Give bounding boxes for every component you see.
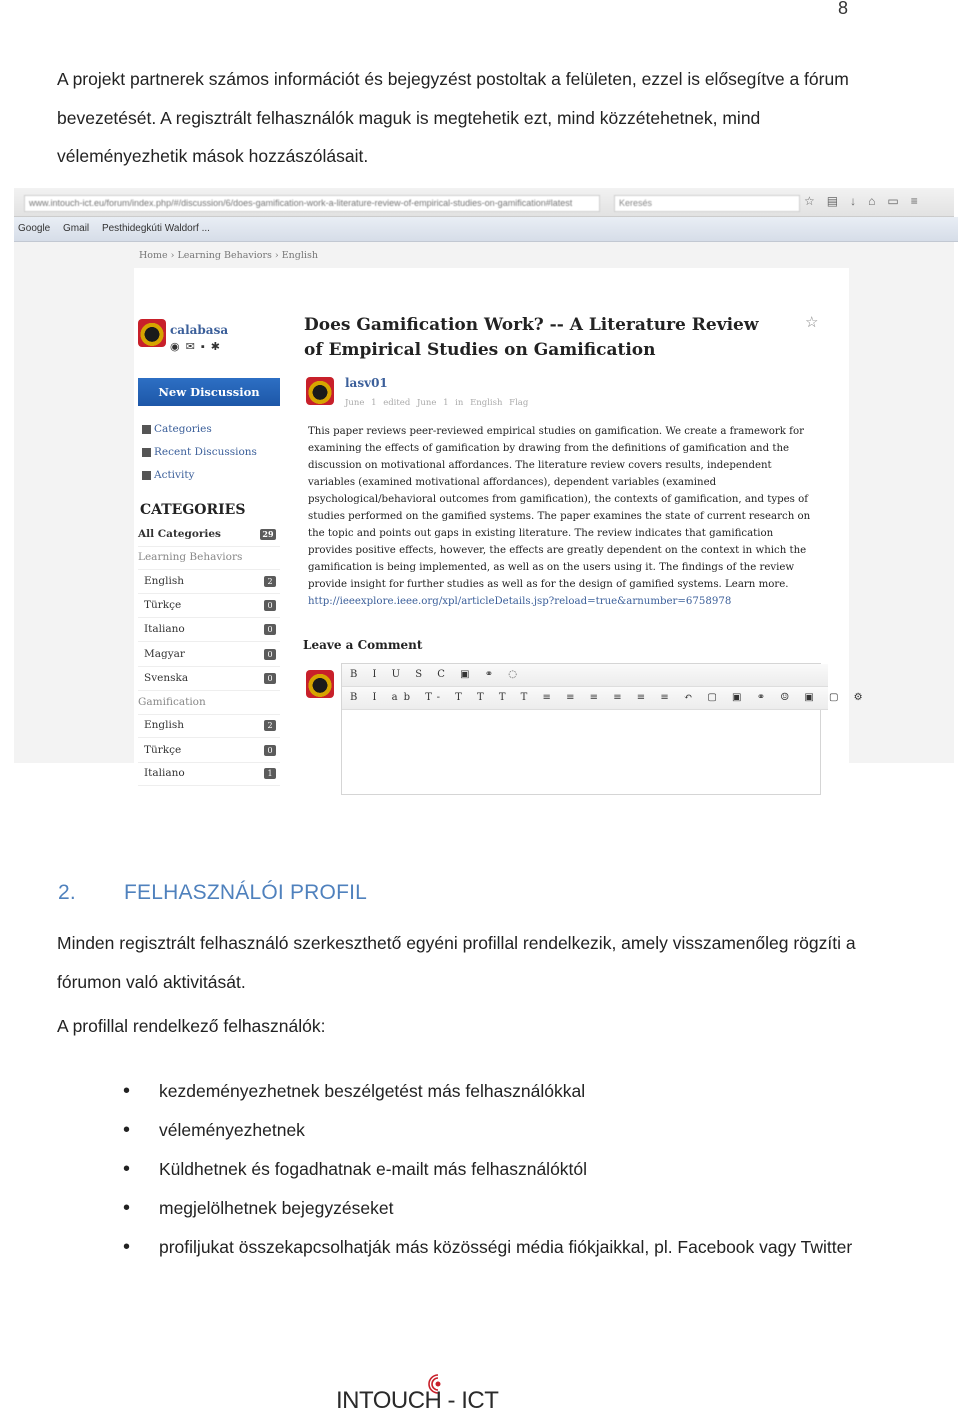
bookmarks-icon[interactable]: ▤ — [826, 194, 851, 208]
post-author-avatar[interactable] — [306, 377, 334, 405]
new-discussion-button[interactable]: New Discussion — [138, 378, 280, 406]
download-icon[interactable]: ↓ — [850, 194, 869, 208]
category-label: Learning Behaviors — [138, 551, 243, 563]
user-action-icons — [170, 340, 226, 353]
category-count: 0 — [264, 600, 276, 611]
bookmark-waldorf[interactable]: Pesthidegkúti Waldorf ... — [101, 223, 210, 234]
url-field[interactable]: www.intouch-ict.eu/forum/index.php/#/discussion/6/does-gamification-work-a-literature-review-of-empirical-studies-on-gamification#latest — [24, 195, 600, 212]
category-label: English — [144, 575, 185, 587]
category-count: 0 — [264, 673, 276, 684]
section-heading — [58, 881, 367, 905]
star-icon[interactable]: ☆ — [804, 194, 827, 208]
menu-icon[interactable]: ≡ — [910, 194, 930, 208]
comment-textarea[interactable] — [342, 710, 820, 794]
category-label: Svenska — [144, 672, 189, 684]
category-label: Italiano — [144, 623, 185, 635]
post-body — [308, 423, 818, 610]
category-group-gamification[interactable] — [138, 691, 280, 715]
category-turkce[interactable] — [138, 739, 280, 763]
side-link-activity[interactable] — [142, 469, 194, 481]
mail-icon[interactable]: ✉ — [185, 341, 201, 353]
category-magyar[interactable] — [138, 643, 280, 667]
post-meta: June 1 edited June 1 in English Flag — [345, 398, 529, 408]
category-count: 1 — [264, 768, 276, 779]
category-svenska[interactable] — [138, 667, 280, 691]
comment-editor — [341, 663, 869, 795]
gear-icon[interactable]: ✱ — [210, 341, 226, 353]
logo-text: INTOUCH - ICT — [336, 1387, 499, 1414]
current-user-name[interactable]: calabasa — [170, 323, 229, 337]
bookmark-icon[interactable]: ▪ — [200, 341, 211, 353]
breadcrumb[interactable]: Home › Learning Behaviors › English — [139, 250, 318, 261]
side-link-categories[interactable] — [142, 423, 212, 435]
side-link-label: Recent Discussions — [154, 446, 257, 458]
category-count: 0 — [264, 624, 276, 635]
page-number: 8 — [837, 0, 848, 18]
forum-panel — [134, 268, 869, 779]
category-label: Magyar — [144, 648, 185, 660]
category-label: Gamification — [138, 696, 206, 708]
list-item: • profiljukat összekapcsolhatják más közösségi média fiókjaikkal, pl. Facebook vagy Twitter — [159, 1228, 859, 1267]
category-english[interactable] — [138, 570, 280, 594]
bookmark-gmail[interactable]: Gmail — [63, 223, 90, 234]
post-author[interactable]: lasv01 — [345, 376, 388, 390]
post-text: This paper reviews peer-reviewed empirical studies on gamification. We create a framework for examining the effects of gamification by drawing from the definitions of gamification and the discussion on motivational affordances. The literature review covers results, independent variables (examined motivational affordances), dependent variables (examined psychological/behavioral outcomes from gamification), the contexts of gamification, and types of studies performed on the gamified systems. The paper examines the state of current research on the topic and points out gaps in existing literature. The review indicates that gamification provides positive effects, however, the effects are greatly dependent on the context in which the gamification is being implemented, as well as on the users using it. The findings of the review provide insight for further studies as well as for the design of gamified systems. Learn more. — [308, 426, 811, 590]
folder-icon — [142, 425, 151, 434]
list-icon — [142, 448, 151, 457]
side-link-label: Activity — [154, 469, 195, 481]
category-italiano[interactable] — [138, 762, 280, 786]
forum-page — [14, 242, 954, 779]
current-user-avatar[interactable] — [138, 319, 166, 347]
category-label: Italiano — [144, 767, 185, 779]
bookmark-google[interactable]: Google — [18, 223, 51, 234]
forum-screenshot — [14, 188, 954, 779]
bookmarks-bar — [14, 217, 958, 242]
section-title: FELHASZNÁLÓI PROFIL — [124, 881, 368, 904]
editor-toolbar-basic[interactable]: B I U S C ▣ ⚭ ◌ — [342, 664, 828, 687]
category-label: All Categories — [138, 528, 221, 540]
leave-comment-heading: Leave a Comment — [303, 638, 423, 652]
category-all[interactable] — [138, 523, 280, 547]
category-english[interactable] — [138, 714, 280, 738]
category-count: 2 — [264, 576, 276, 587]
list-intro: A profillal rendelkező felhasználók: — [57, 1016, 326, 1036]
intro-paragraph: A projekt partnerek számos információt és bejegyzést postoltak a felületen, ezzel is elősegítve a fórum bevezetését. A regisztrált felhasználók maguk is megtehetik ezt, mind közzétehetnek, mind véleményezhetik mások hozzászólásait. — [57, 69, 849, 166]
discussion-title: Does Gamification Work? -- A Literature Review of Empirical Studies on Gamification — [304, 315, 759, 360]
category-count: 0 — [264, 745, 276, 756]
category-turkce[interactable] — [138, 594, 280, 618]
list-item: • véleményezhetnek — [159, 1111, 859, 1150]
categories-heading: CATEGORIES — [140, 502, 246, 518]
profile-paragraph: Minden regisztrált felhasználó szerkeszthető egyéni profillal rendelkezik, amely visszamenőleg rögzíti a fórumon való aktivitását. — [57, 933, 856, 992]
editor-toolbar-advanced[interactable]: B I ab T- T T T T ≡ ≡ ≡ ≡ ≡ ≡ ↶ ▢ ▣ ⚭ ☺ ▣ ▢ ⚙ — [342, 687, 828, 710]
category-group-learning-behaviors[interactable] — [138, 546, 280, 570]
intouch-ict-logo — [336, 1372, 506, 1418]
category-count: 29 — [260, 529, 276, 540]
list-item: • megjelölhetnek bejegyzéseket — [159, 1189, 859, 1228]
category-label: Türkçe — [144, 599, 182, 611]
category-label: English — [144, 719, 185, 731]
side-link-label: Categories — [154, 423, 212, 435]
home-icon[interactable]: ⌂ — [868, 194, 888, 208]
category-italiano[interactable] — [138, 618, 280, 642]
bookmark-star-icon[interactable]: ☆ — [805, 314, 819, 331]
browser-search-input[interactable]: Keresés — [614, 195, 800, 212]
post-link[interactable]: http://ieeexplore.ieee.org/xpl/articleDetails.jsp?reload=true&arnumber=6758978 — [308, 596, 732, 607]
browser-toolbar-icons — [804, 194, 930, 208]
browser-toolbar — [14, 188, 954, 217]
chat-icon[interactable]: ▭ — [887, 194, 911, 208]
category-label: Türkçe — [144, 744, 182, 756]
category-count: 0 — [264, 649, 276, 660]
list-item: • Küldhetnek és fogadhatnak e-mailt más felhasználóktól — [159, 1150, 859, 1189]
commenter-avatar — [306, 670, 334, 698]
section-number: 2. — [58, 881, 76, 904]
list-item: • kezdeményezhetnek beszélgetést más felhasználókkal — [159, 1072, 859, 1111]
activity-icon — [142, 471, 151, 480]
globe-icon[interactable]: ◉ — [170, 341, 186, 353]
side-link-recent-discussions[interactable] — [142, 446, 257, 458]
category-count: 2 — [264, 720, 276, 731]
